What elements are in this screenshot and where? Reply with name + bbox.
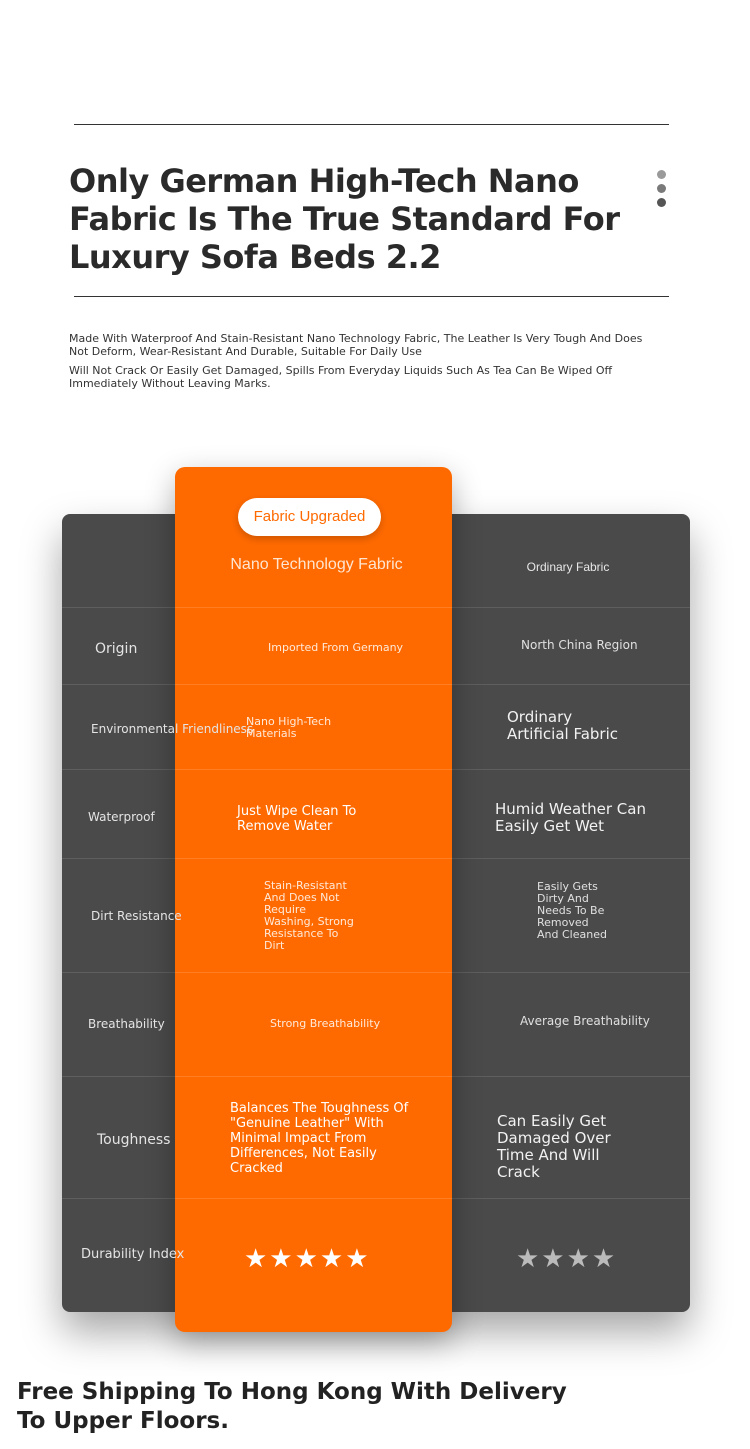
row-label-toughness: Toughness [97,1132,171,1148]
row-divider [175,1198,452,1199]
top-rule [74,124,669,125]
carousel-dots [657,170,666,212]
dot-icon [657,184,666,193]
description-line-1: Made With Waterproof And Stain-Resistant Nano Technology Fabric, The Leather Is Very Tough And Does Not Deform, Wear-Resistant And Durable, Suitable For Daily Use [69,332,643,358]
row-label-durability: Durability Index [81,1247,185,1262]
nano-origin: Imported From Germany [268,641,404,654]
row-divider [175,684,452,685]
row-label-breathability: Breathability [88,1017,165,1031]
row-divider [175,972,452,973]
row-divider [175,769,452,770]
nano-breathability: Strong Breathability [270,1017,381,1030]
nano-column-header: Nano Technology Fabric [230,556,403,573]
nano-waterproof: Just Wipe Clean To Remove Water [237,804,357,834]
ordinary-durability-stars: ★★★★ [516,1243,618,1273]
ordinary-breathability: Average Breathability [520,1014,650,1028]
ordinary-dirt-resistance: Easily Gets Dirty And Needs To Be Removed And Cleaned [537,880,607,941]
nano-dirt-resistance: Stain-Resistant And Does Not Require Washing, Strong Resistance To Dirt [264,879,354,952]
row-divider [175,858,452,859]
nano-environmental: Nano High-Tech Materials [246,715,332,740]
fabric-upgraded-badge: Fabric Upgraded [238,498,381,536]
dot-icon [657,170,666,179]
row-label-dirt-resistance: Dirt Resistance [91,909,182,923]
ordinary-toughness: Can Easily Get Damaged Over Time And Will Crack [497,1112,611,1181]
nano-toughness: Balances The Toughness Of "Genuine Leather" With Minimal Impact From Differences, Not Easily Cracked [230,1101,409,1176]
ordinary-environmental: Ordinary Artificial Fabric [507,708,619,743]
description-line-2: Will Not Crack Or Easily Get Damaged, Spills From Everyday Liquids Such As Tea Can Be Wiped Off Immediately Without Leaving Marks. [69,364,613,390]
row-divider [175,607,452,608]
nano-durability-stars: ★★★★★ [244,1243,371,1273]
dot-icon [657,198,666,207]
shipping-note: Free Shipping To Hong Kong With Delivery To Upper Floors. [17,1379,567,1434]
ordinary-column-header: Ordinary Fabric [526,560,610,574]
page-title: Only German High-Tech Nano Fabric Is The True Standard For Luxury Sofa Beds 2.2 [69,162,620,276]
row-label-environmental: Environmental Friendliness [91,722,254,736]
bottom-rule [74,296,669,297]
row-label-origin: Origin [95,641,138,657]
row-divider [175,1076,452,1077]
ordinary-origin: North China Region [521,638,638,652]
row-label-waterproof: Waterproof [88,810,155,824]
ordinary-waterproof: Humid Weather Can Easily Get Wet [495,800,646,835]
